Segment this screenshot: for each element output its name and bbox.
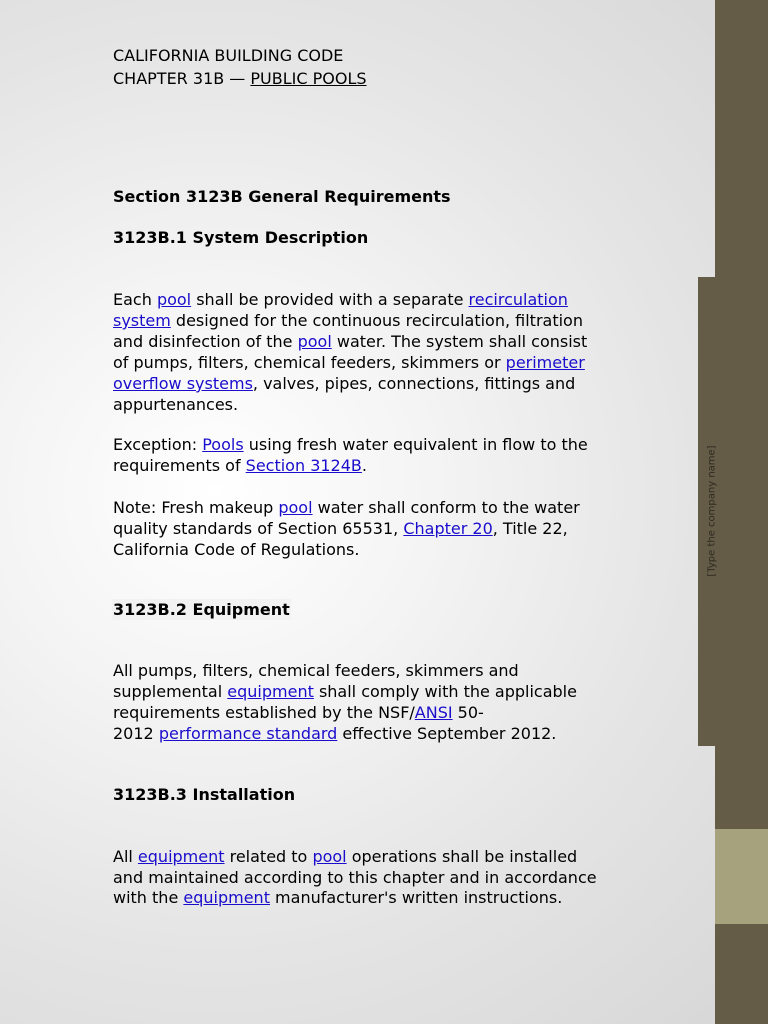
paragraph-line: Exception: Pools using fresh water equivalent in flow to the xyxy=(113,435,588,454)
heading-3123b1: 3123B.1 System Description xyxy=(113,228,369,247)
doc-header-line1: CALIFORNIA BUILDING CODE xyxy=(113,46,344,65)
paragraph-line: quality standards of Section 65531, Chapter 20, Title 22, xyxy=(113,519,568,538)
equipment-link[interactable]: equipment xyxy=(227,682,314,701)
pool-link[interactable]: pool xyxy=(312,847,347,866)
equipment-link[interactable]: equipment xyxy=(183,888,270,907)
pool-link[interactable]: pool xyxy=(156,290,192,309)
pool-link[interactable]: pool xyxy=(278,498,313,517)
perimeter-overflow-link[interactable]: overflow systems xyxy=(113,374,253,393)
paragraph-line: appurtenances. xyxy=(113,395,239,414)
paragraph-line: All equipment related to pool operations shall be installed xyxy=(113,847,578,866)
paragraph-line: 2012 performance standard effective September 2012. xyxy=(113,724,557,743)
right-accent-block xyxy=(715,829,768,924)
section-3124b-link[interactable]: Section 3124B xyxy=(245,456,362,475)
pool-link[interactable]: pool xyxy=(297,332,332,351)
heading-3123b3: 3123B.3 Installation xyxy=(113,785,296,804)
recirculation-system-link[interactable]: recirculation xyxy=(468,290,568,309)
heading-3123b2: 3123B.2 Equipment xyxy=(113,600,290,619)
paragraph-line: Each pool shall be provided with a separate recirculation xyxy=(113,290,568,309)
doc-header-line2: CHAPTER 31B — PUBLIC POOLS xyxy=(113,69,367,88)
ansi-link[interactable]: ANSI xyxy=(414,703,453,722)
recirculation-system-link[interactable]: system xyxy=(113,311,171,330)
paragraph-line: and disinfection of the pool water. The system shall consist xyxy=(113,332,588,351)
paragraph-line: requirements of Section 3124B. xyxy=(113,456,367,475)
paragraph-line: system designed for the continuous recirculation, filtration xyxy=(113,311,583,330)
section-title: Section 3123B General Requirements xyxy=(113,187,451,206)
chapter-20-link[interactable]: Chapter 20 xyxy=(403,519,493,538)
public-pools-link[interactable]: PUBLIC POOLS xyxy=(250,69,367,88)
paragraph-line: Note: Fresh makeup pool water shall conform to the water xyxy=(113,498,580,517)
paragraph-line: of pumps, filters, chemical feeders, skimmers or perimeter xyxy=(113,353,585,372)
paragraph-line: with the equipment manufacturer's written instructions. xyxy=(113,888,563,907)
paragraph-line: California Code of Regulations. xyxy=(113,540,360,559)
perimeter-overflow-link[interactable]: perimeter xyxy=(505,353,585,372)
performance-standard-link[interactable]: performance standard xyxy=(158,724,338,743)
paragraph-line: requirements established by the NSF/ANSI 50- xyxy=(113,703,484,722)
paragraph-line: overflow systems, valves, pipes, connections, fittings and xyxy=(113,374,576,393)
paragraph-line: All pumps, filters, chemical feeders, skimmers and xyxy=(113,661,519,680)
paragraph-line: and maintained according to this chapter and in accordance xyxy=(113,868,597,887)
equipment-link[interactable]: equipment xyxy=(137,847,225,866)
pools-link[interactable]: Pools xyxy=(202,435,244,454)
company-name-placeholder[interactable]: [Type the company name] xyxy=(706,445,718,577)
paragraph-line: supplemental equipment shall comply with the applicable xyxy=(113,682,577,701)
